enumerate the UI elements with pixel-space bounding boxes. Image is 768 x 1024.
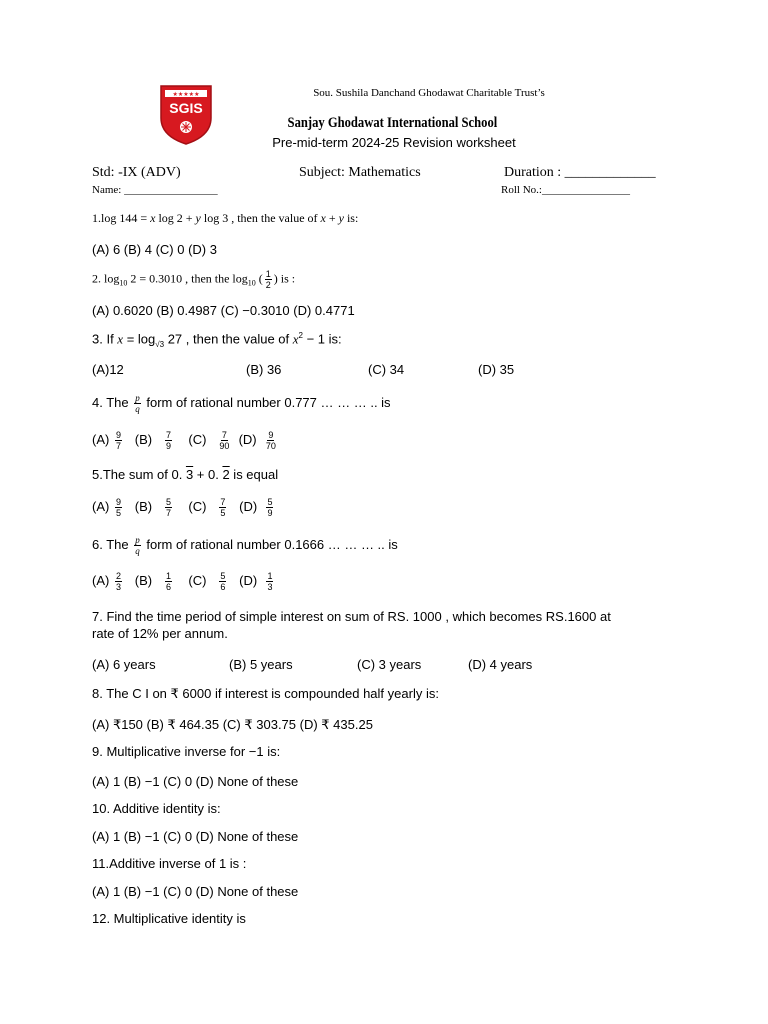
- question-11: 11.Additive inverse of 1 is :: [92, 856, 247, 871]
- question-3-option-a: (A)12: [92, 362, 124, 377]
- question-7-option-d: (D) 4 years: [468, 657, 533, 672]
- question-3-option-d: (D) 35: [478, 362, 515, 377]
- school-name: Sanjay Ghodawat International School: [287, 115, 498, 131]
- question-8: 8. The C I on ₹ 6000 if interest is compounded half yearly is:: [92, 686, 439, 701]
- question-5-options: (A) $\frac{9}{5}$ (B) $\frac{5}{7}$ (C) $\frac{7}{5}$ (D) $\frac{5}{9}$: [92, 497, 273, 518]
- question-11-options: (A) 1 (B) −1 (C) 0 (D) None of these: [92, 884, 299, 899]
- question-10-options: (A) 1 (B) −1 (C) 0 (D) None of these: [92, 829, 299, 844]
- logo-text: SGIS: [169, 100, 203, 116]
- trust-name: Sou. Sushila Danchand Ghodawat Charitable Trust’s: [313, 87, 545, 99]
- question-7-line-1: 7. Find the time period of simple interest on sum of RS. 1000 , which becomes RS.1600 at: [92, 609, 611, 624]
- question-10: 10. Additive identity is:: [92, 801, 221, 816]
- question-5: 5.The sum of 0. 3 + 0. 2 is equal: [92, 467, 279, 482]
- question-4: 4. The $\frac{p}{q}$ form of rational number 0.777 … … … .. is: [92, 393, 391, 414]
- question-7-option-b: (B) 5 years: [229, 657, 293, 672]
- question-6: 6. The $\frac{p}{q}$ form of rational number 0.1666 … … … .. is: [92, 535, 398, 556]
- question-9-options: (A) 1 (B) −1 (C) 0 (D) None of these: [92, 774, 299, 789]
- question-8-options: (A) ₹150 (B) ₹ 464.35 (C) ₹ 303.75 (D) ₹ 435.25: [92, 717, 373, 732]
- question-2-options: (A) 0.6020 (B) 0.4987 (C) −0.3010 (D) 0.4771: [92, 303, 355, 318]
- question-7-line-2: rate of 12% per annum.: [92, 626, 228, 641]
- question-1-options: (A) 6 (B) 4 (C) 0 (D) 3: [92, 242, 217, 257]
- duration-label: Duration : _____________: [504, 165, 656, 180]
- question-3-option-c: (C) 34: [368, 362, 405, 377]
- question-9: 9. Multiplicative inverse for −1 is:: [92, 744, 281, 759]
- worksheet-title: Pre-mid-term 2024-25 Revision worksheet: [272, 135, 516, 150]
- roll-field: Roll No.:________________: [501, 184, 630, 196]
- name-field: Name: _________________: [92, 184, 218, 196]
- question-4-options: (A) $\frac{9}{7}$ (B) $\frac{7}{9}$ (C) $\frac{7}{90}$ (D) $\frac{9}{70}$: [92, 430, 276, 451]
- logo-stars: ★★★★★: [172, 91, 200, 98]
- question-12: 12. Multiplicative identity is: [92, 911, 246, 926]
- std-label: Std: -IX (ADV): [92, 165, 181, 180]
- question-1: 1.log 144 = x log 2 + y log 3 , then the value of x + y is:: [92, 211, 359, 225]
- question-6-options: (A) $\frac{2}{3}$ (B) $\frac{1}{6}$ (C) $\frac{5}{6}$ (D) $\frac{1}{3}$: [92, 571, 273, 592]
- question-7-option-c: (C) 3 years: [357, 657, 422, 672]
- question-7-option-a: (A) 6 years: [92, 657, 156, 672]
- question-3: 3. If $x = \log_{√3} 27$ , then the value of $x^2 - 1$ is:: [92, 331, 342, 349]
- question-2: 2. $\log_{10} 2 = 0.3010$ , then the $\log_{10}$ ( $\frac{1}{2}$ ) is :: [92, 269, 296, 290]
- subject-label: Subject: Mathematics: [299, 165, 421, 180]
- question-3-option-b: (B) 36: [246, 362, 282, 377]
